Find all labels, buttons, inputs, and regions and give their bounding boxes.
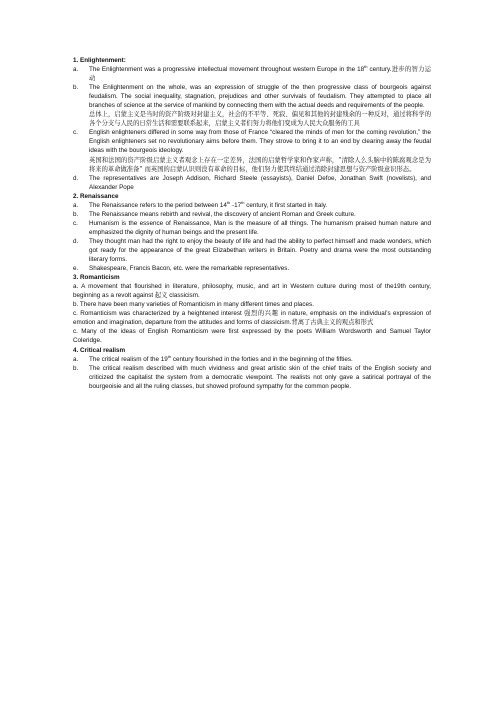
paragraph: b. There have been many varieties of Romanticism in many different times and places. [73, 301, 314, 309]
section-heading-critical-realism: 4. Critical realism [73, 346, 126, 354]
item-label: d. [73, 174, 79, 182]
item-label: b. [73, 210, 79, 218]
paragraph [73, 309, 431, 327]
section-heading-renaissance: 2. Renaissance [73, 192, 119, 200]
superscript: th [226, 199, 231, 205]
chinese-note: 进步的智力运动 [89, 66, 432, 83]
item-label: a. [73, 201, 79, 209]
item-label: b. [73, 84, 79, 92]
item-text: The Enlightenment on the whole, was an expression of struggle of the then progressive class of bourgeois against feudalism. The social inequality, stagnation, prejudices and other survivals of feudalism. They attempted to place all branches of science at the service of mankind by connecting them with the actual deeds and requirements of the people. [89, 84, 431, 110]
item-text: English enlighteners differed in some way from those of France “cleared the minds of men for the coming revolution,” the English enlighteners set no revolutionary aims before them. They strove to bring it to an end by clearing away the feudal ideas with the bourgeois ideology. [89, 129, 431, 155]
item-text: The Renaissance means rebirth and revival, the discovery of ancient Roman and Greek culture. [89, 210, 356, 218]
item-text: They thought man had the right to enjoy the beauty of life and had the ability to perfect himself and made wonders, which got ready for the appearance of the great Elizabethan writers in Britain. Poetry and drama were the most outstanding literary forms. [89, 237, 431, 264]
superscript: th [241, 199, 245, 205]
item-label: c. [73, 219, 78, 227]
item-text: The representatives are Joseph Addison, Richard Steele (essayists), Daniel Defoe, Jonathan Swift (novelists), and Alexander Pope [89, 174, 431, 191]
chinese-translation: 总体上，启蒙主义是当时的资产阶级对封建主义，社会的不平等、死寂、偏见和其他的封建残余的一种反对，通过将科学的各个分支与人民的日常生活和需要联系起来，启蒙主义者们努力将他们变成为人民大众服务的工具 [89, 111, 431, 128]
list-item [73, 264, 431, 273]
chinese-note: 起义 [154, 292, 168, 300]
item-label: a. [73, 66, 79, 74]
list-item [73, 210, 431, 219]
paragraph-text: c. Romanticism was characterized by a heightened interest [73, 310, 245, 318]
list-item [73, 201, 431, 210]
item-text: century, it first started in Italy. [244, 201, 328, 209]
item-text: Humanism is the essence of Renaissance, Man is the measure of all things. The humanism praised human nature and emphasized the dignity of human beings and the present life. [89, 219, 431, 236]
item-label: e. [73, 265, 79, 273]
section-heading-romanticism: 3. Romanticism [73, 274, 120, 282]
list-item [73, 174, 431, 192]
chinese-translation: 英国和法国的资产阶级启蒙主义者观念上存在一定差异，法国的启蒙哲学家和作家声称，“清除人么头脑中的陈腐观念是为将来的革命做准备” 而英国的启蒙认识则没有革命的目标，他们努力使其终结通过消除封建思想与资产阶级意识形态。 [89, 156, 431, 173]
item-text: century flourished in the forties and in the beginning of the fifties. [171, 355, 353, 363]
document-page [73, 56, 431, 391]
superscript: th [167, 353, 172, 359]
list-item [73, 237, 431, 264]
item-text: -17 [230, 201, 242, 209]
paragraph [73, 282, 431, 300]
item-label: c. [73, 129, 78, 137]
list-item [73, 128, 431, 173]
superscript: th [364, 64, 368, 70]
list-item [73, 65, 431, 83]
chinese-note: 强烈的兴趣 [244, 310, 279, 318]
item-text: The critical realism of the 19 [89, 355, 168, 363]
chinese-note: 背离了古典主义的观点和形式 [291, 319, 374, 327]
paragraph: c. Many of the ideas of English Romanticism were first expressed by the poets William Wordsworth and Samuel Taylor Coleridge. [73, 328, 431, 345]
section-heading-enlightenment: 1. Enlightenment: [73, 57, 126, 64]
item-text: The Renaissance refers to the period between 14 [89, 201, 227, 209]
list-item [73, 364, 431, 391]
item-label: d. [73, 237, 79, 245]
paragraph-text: in nature, emphasis on the individual’s expression of emotion and imagination, departure from the attitudes and forms of classicism. [73, 310, 431, 327]
item-text: Shakespeare, Francis Bacon, etc. were the remarkable representatives. [89, 265, 290, 273]
list-item [73, 83, 431, 128]
item-label: a. [73, 355, 79, 363]
item-text: The critical realism described with much vividness and great artistic skin of the chief traits of the English society and criticized the capitalist the system from a democratic viewpoint. The realists not only gave a satirical portrayal of the bourgeoisie and all the ruling classes, but showed profound sympathy for the common people. [89, 364, 431, 390]
list-item [73, 355, 431, 364]
item-text: century. [367, 66, 392, 74]
item-text: The Enlightenment was a progressive intellectual movement throughout western Europe in the 18 [89, 66, 365, 74]
paragraph-text: classicism. [167, 292, 200, 300]
paragraph-text: a. A movement that flourished in literature, philosophy, music, and art in Western culture during most of the19th century, beginning as a revolt against [73, 283, 431, 300]
item-label: b. [73, 364, 79, 372]
list-item [73, 219, 431, 237]
